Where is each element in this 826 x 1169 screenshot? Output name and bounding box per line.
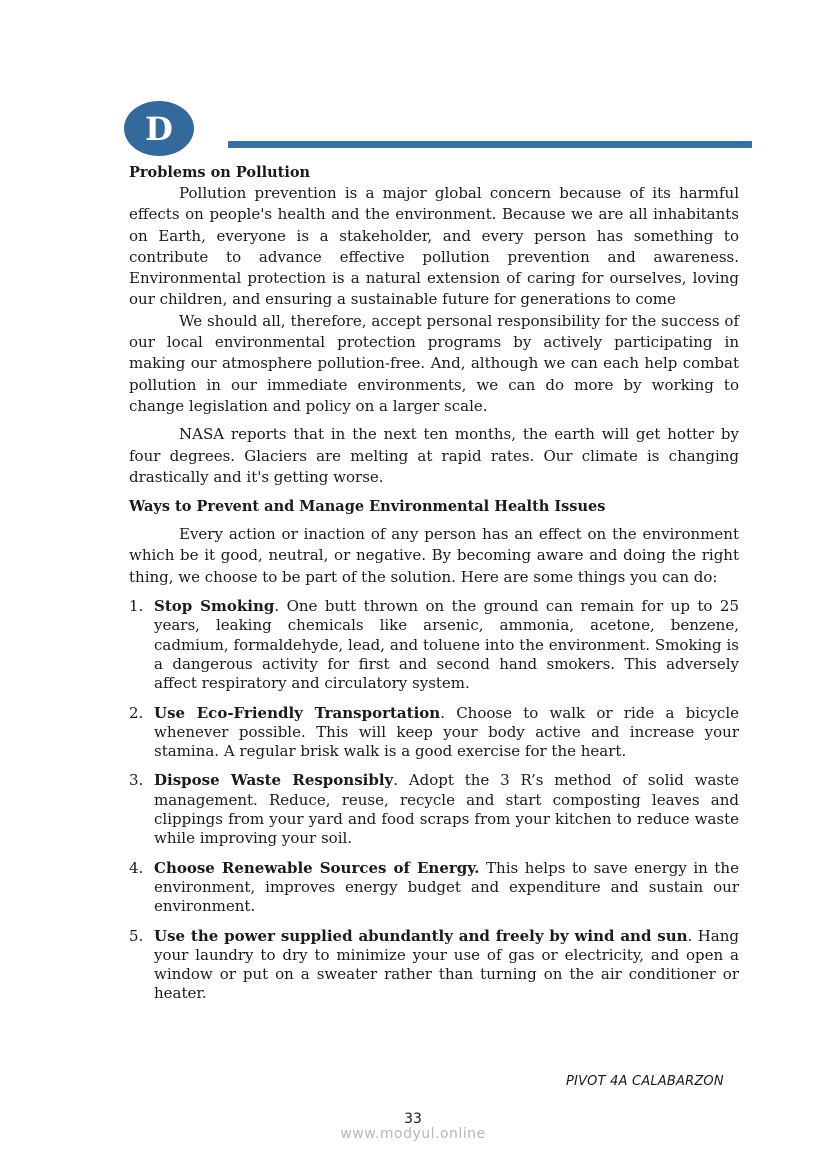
list-item <box>129 771 739 848</box>
heading-problems-on-pollution: Problems on Pollution <box>129 164 311 181</box>
list-item-text: . One butt thrown on the ground can remain for up to 25 years, leaking chemicals like arsenic, ammonia, acetone, benzene, cadmium, formaldehyde, lead, and toluene into the environment. Smoking is a dangerous activity for first and second hand smokers. This adversely affect respiratory and circulatory system. <box>154 597 740 693</box>
section-divider-bar <box>228 141 752 148</box>
paragraph-nasa-report: NASA reports that in the next ten months, the earth will get hotter by four degrees. Glaciers are melting at rapid rates. Our climate is changing drastically and it's getting worse. <box>129 425 739 486</box>
list-item-title: Choose Renewable Sources of Energy. <box>154 858 480 877</box>
section-badge-letter: D <box>145 109 173 148</box>
list-item-title: Dispose Waste Responsibly <box>154 771 394 790</box>
list-item <box>129 859 739 917</box>
heading-ways-to-prevent: Ways to Prevent and Manage Environmental Health Issues <box>129 498 606 516</box>
list-item-text: . Choose to walk or ride a bicycle whenever possible. This will keep your body active and increase your stamina. A regular brisk walk is a good exercise for the heart. <box>154 703 739 761</box>
list-item <box>129 597 739 693</box>
list-item-title: Use Eco-Friendly Transportation <box>154 703 441 722</box>
list-item-title: Stop Smoking <box>154 597 275 616</box>
list-item-number: 1. <box>129 597 144 616</box>
main-content <box>129 162 739 1014</box>
footer-brand: PIVOT 4A CALABARZON <box>566 1074 724 1089</box>
list-item-text: . Hang your laundry to dry to minimize your use of gas or electricity, and open a window or put on a sweater rather than turning on the air conditioner or heater. <box>154 926 739 1003</box>
paragraph-pollution-prevention: Pollution prevention is a major global concern because of its harmful effects on people's health and the environment. Because we are all inhabitants on Earth, everyone is a stakeholder, and every person has something to contribute to advance effective pollution prevention and awareness. Environmental protection is a natural extension of caring for ourselves, loving our children, and ensuring a sustainable future for generations to come <box>129 184 739 309</box>
list-item-title: Use the power supplied abundantly and freely by wind and sun <box>154 926 688 945</box>
list-item-number: 4. <box>129 858 144 877</box>
watermark-link: www.modyul.online <box>340 1126 486 1142</box>
paragraph-intro: Every action or inaction of any person has an effect on the environment which be it good, neutral, or negative. By becoming aware and doing the right thing, we choose to be part of the solution. Here are some things you can do: <box>129 525 739 586</box>
tips-list <box>129 597 739 1004</box>
section-badge <box>124 101 194 156</box>
list-item-number: 3. <box>129 771 144 790</box>
list-item-text: This helps to save energy in the environment, improves energy budget and expenditure and sustain our environment. <box>154 858 739 916</box>
page-number: 33 <box>404 1111 422 1127</box>
list-item-text: . Adopt the 3 R’s method of solid waste management. Reduce, reuse, recycle and start composting leaves and clippings from your yard and food scraps from your kitchen to reduce waste while improving your soil. <box>154 771 739 848</box>
list-item <box>129 927 739 1004</box>
list-item <box>129 704 739 762</box>
list-item-number: 2. <box>129 703 144 722</box>
list-item-number: 5. <box>129 926 144 945</box>
paragraph-personal-responsibility: We should all, therefore, accept personal responsibility for the success of our local environmental protection programs by actively participating in making our atmosphere pollution-free. And, although we can each help combat pollution in our immediate environments, we can do more by working to change legislation and policy on a larger scale. <box>129 311 739 415</box>
